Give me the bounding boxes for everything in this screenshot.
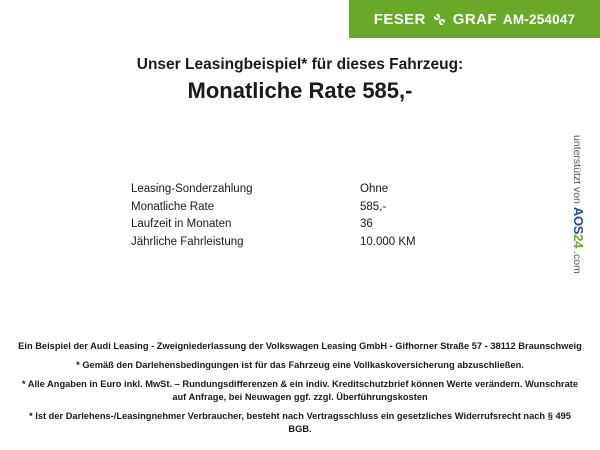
- clover-icon: [432, 12, 447, 27]
- legal-line-3: * Alle Angaben in Euro inkl. MwSt. – Rundungsdifferenzen & ein indiv. Kreditschutzbrief können Werte verändern. Wunschrate auf Anfrage, bei Neuwagen ggf. zzgl. Überführungskosten: [21, 379, 579, 402]
- spec-value: 585,-: [360, 200, 387, 213]
- partner-credit: [572, 135, 596, 335]
- page-subtitle: Unser Leasingbeispiel* für dieses Fahrzeug:: [136, 56, 464, 73]
- page-title: Monatliche Rate 585,-: [187, 78, 413, 103]
- brand-banner-content: [374, 11, 575, 28]
- spec-value: 36: [360, 218, 373, 230]
- legal-line-2: * Gemäß den Darlehensbedingungen ist für das Fahrzeug eine Vollkaskoversicherung abzuschließen.: [76, 360, 524, 370]
- partner-credit-prefix: unterstützt von: [571, 135, 583, 204]
- spec-label: Jährliche Fahrleistung: [131, 235, 244, 248]
- partner-brand: [571, 207, 586, 248]
- legal-line-1: Ein Beispiel der Audi Leasing - Zweigniederlassung der Volkswagen Leasing GmbH - Gifhorner Straße 57 - 38112 Braunschweig: [18, 341, 582, 351]
- spec-value: 10.000 KM: [360, 235, 416, 248]
- spec-label: Laufzeit in Monaten: [131, 218, 232, 230]
- leasing-details-table: [131, 182, 461, 252]
- table-row: [131, 200, 461, 218]
- table-row: [131, 235, 461, 253]
- brand-banner: [349, 0, 600, 38]
- spec-label: Leasing-Sonderzahlung: [131, 183, 253, 195]
- partner-domain: .com: [571, 251, 583, 274]
- legal-line-4: * Ist der Darlehens-/Leasingnehmer Verbraucher, besteht nach Vertragsschluss ein gesetzliches Widerrufsrecht nach § 495 BGB.: [29, 411, 571, 434]
- table-row: [131, 182, 461, 200]
- brand-name-left: FESER: [373, 10, 426, 28]
- vehicle-code: AM-254047: [502, 11, 576, 27]
- partner-brand-suffix: 24: [571, 234, 586, 249]
- table-row: [131, 217, 461, 235]
- spec-label: Monatliche Rate: [131, 200, 215, 213]
- partner-brand-name: AOS: [571, 206, 586, 235]
- brand-name-right: GRAF: [452, 10, 497, 28]
- headline-block: [0, 55, 600, 105]
- partner-credit-text: [571, 135, 586, 274]
- spec-value: Ohne: [360, 183, 389, 195]
- legal-footer: [18, 340, 582, 436]
